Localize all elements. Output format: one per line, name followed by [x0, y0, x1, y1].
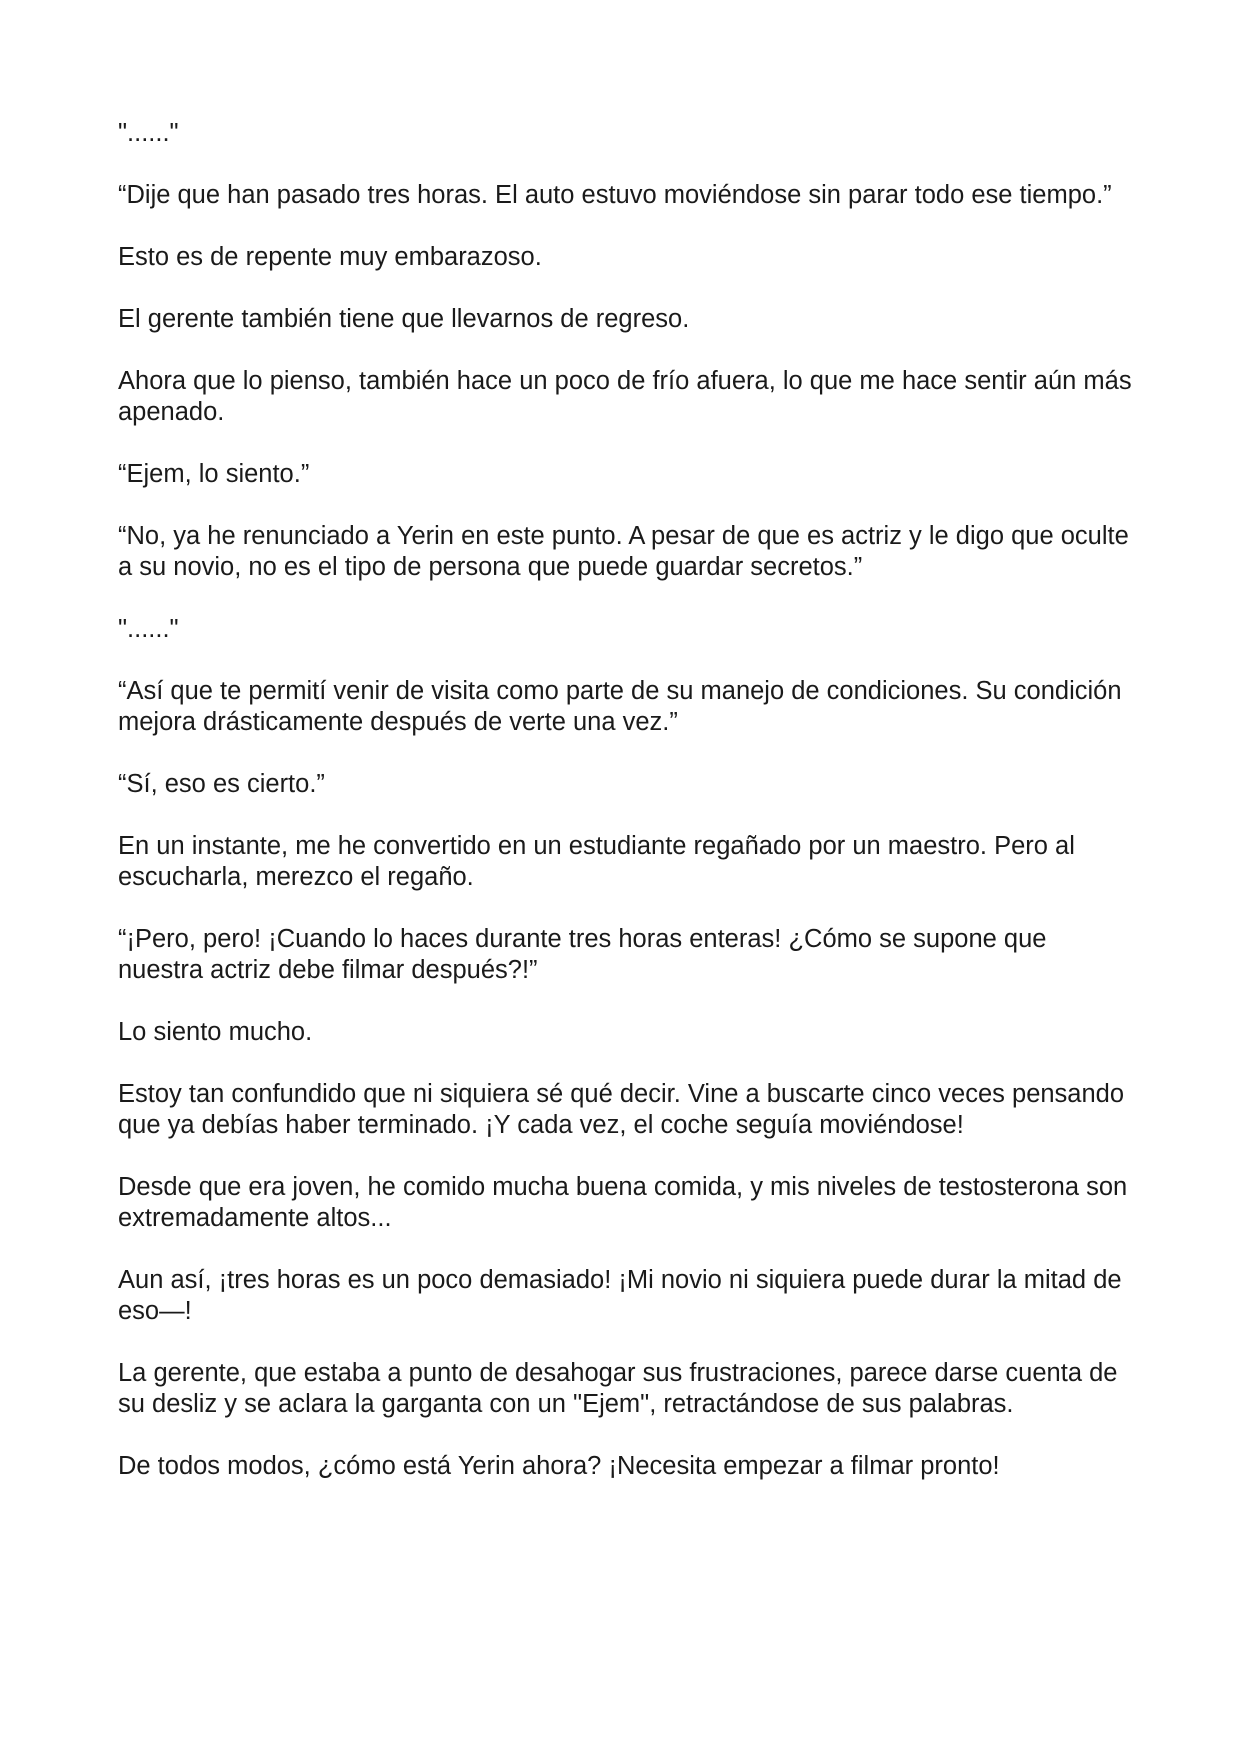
paragraph: "......" [118, 119, 179, 147]
paragraph: Desde que era joven, he comido mucha buena comida, y mis niveles de testosterona son extremadamente altos... [118, 1173, 1128, 1232]
paragraph: “No, ya he renunciado a Yerin en este punto. A pesar de que es actriz y le digo que oculte a su novio, no es el tipo de persona que puede guardar secretos.” [118, 522, 1129, 581]
paragraph: Aun así, ¡tres horas es un poco demasiado! ¡Mi novio ni siquiera puede durar la mitad de eso—! [118, 1266, 1122, 1325]
paragraph: Ahora que lo pienso, también hace un poco de frío afuera, lo que me hace sentir aún más apenado. [118, 367, 1132, 426]
paragraph: “Ejem, lo siento.” [118, 460, 310, 488]
paragraph: Estoy tan confundido que ni siquiera sé qué decir. Vine a buscarte cinco veces pensando que ya debías haber terminado. ¡Y cada vez, el coche seguía moviéndose! [118, 1080, 1125, 1139]
paragraph: En un instante, me he convertido en un estudiante regañado por un maestro. Pero al escucharla, merezco el regaño. [118, 832, 1075, 891]
paragraph: “Dije que han pasado tres horas. El auto estuvo moviéndose sin parar todo ese tiempo.” [118, 181, 1112, 209]
paragraph: “Así que te permití venir de visita como parte de su manejo de condiciones. Su condición mejora drásticamente después de verte una vez.” [118, 677, 1122, 736]
paragraph: La gerente, que estaba a punto de desahogar sus frustraciones, parece darse cuenta de su desliz y se aclara la garganta con un "Ejem", retractándose de sus palabras. [118, 1359, 1118, 1418]
paragraph: Lo siento mucho. [118, 1018, 313, 1046]
paragraph: “¡Pero, pero! ¡Cuando lo haces durante tres horas enteras! ¿Cómo se supone que nuestra actriz debe filmar después?!” [118, 925, 1047, 984]
document-body [118, 118, 1138, 1513]
paragraph: “Sí, eso es cierto.” [118, 770, 325, 798]
paragraph: Esto es de repente muy embarazoso. [118, 243, 542, 271]
paragraph: De todos modos, ¿cómo está Yerin ahora? ¡Necesita empezar a filmar pronto! [118, 1452, 1000, 1480]
paragraph: "......" [118, 615, 179, 643]
paragraph: El gerente también tiene que llevarnos de regreso. [118, 305, 690, 333]
